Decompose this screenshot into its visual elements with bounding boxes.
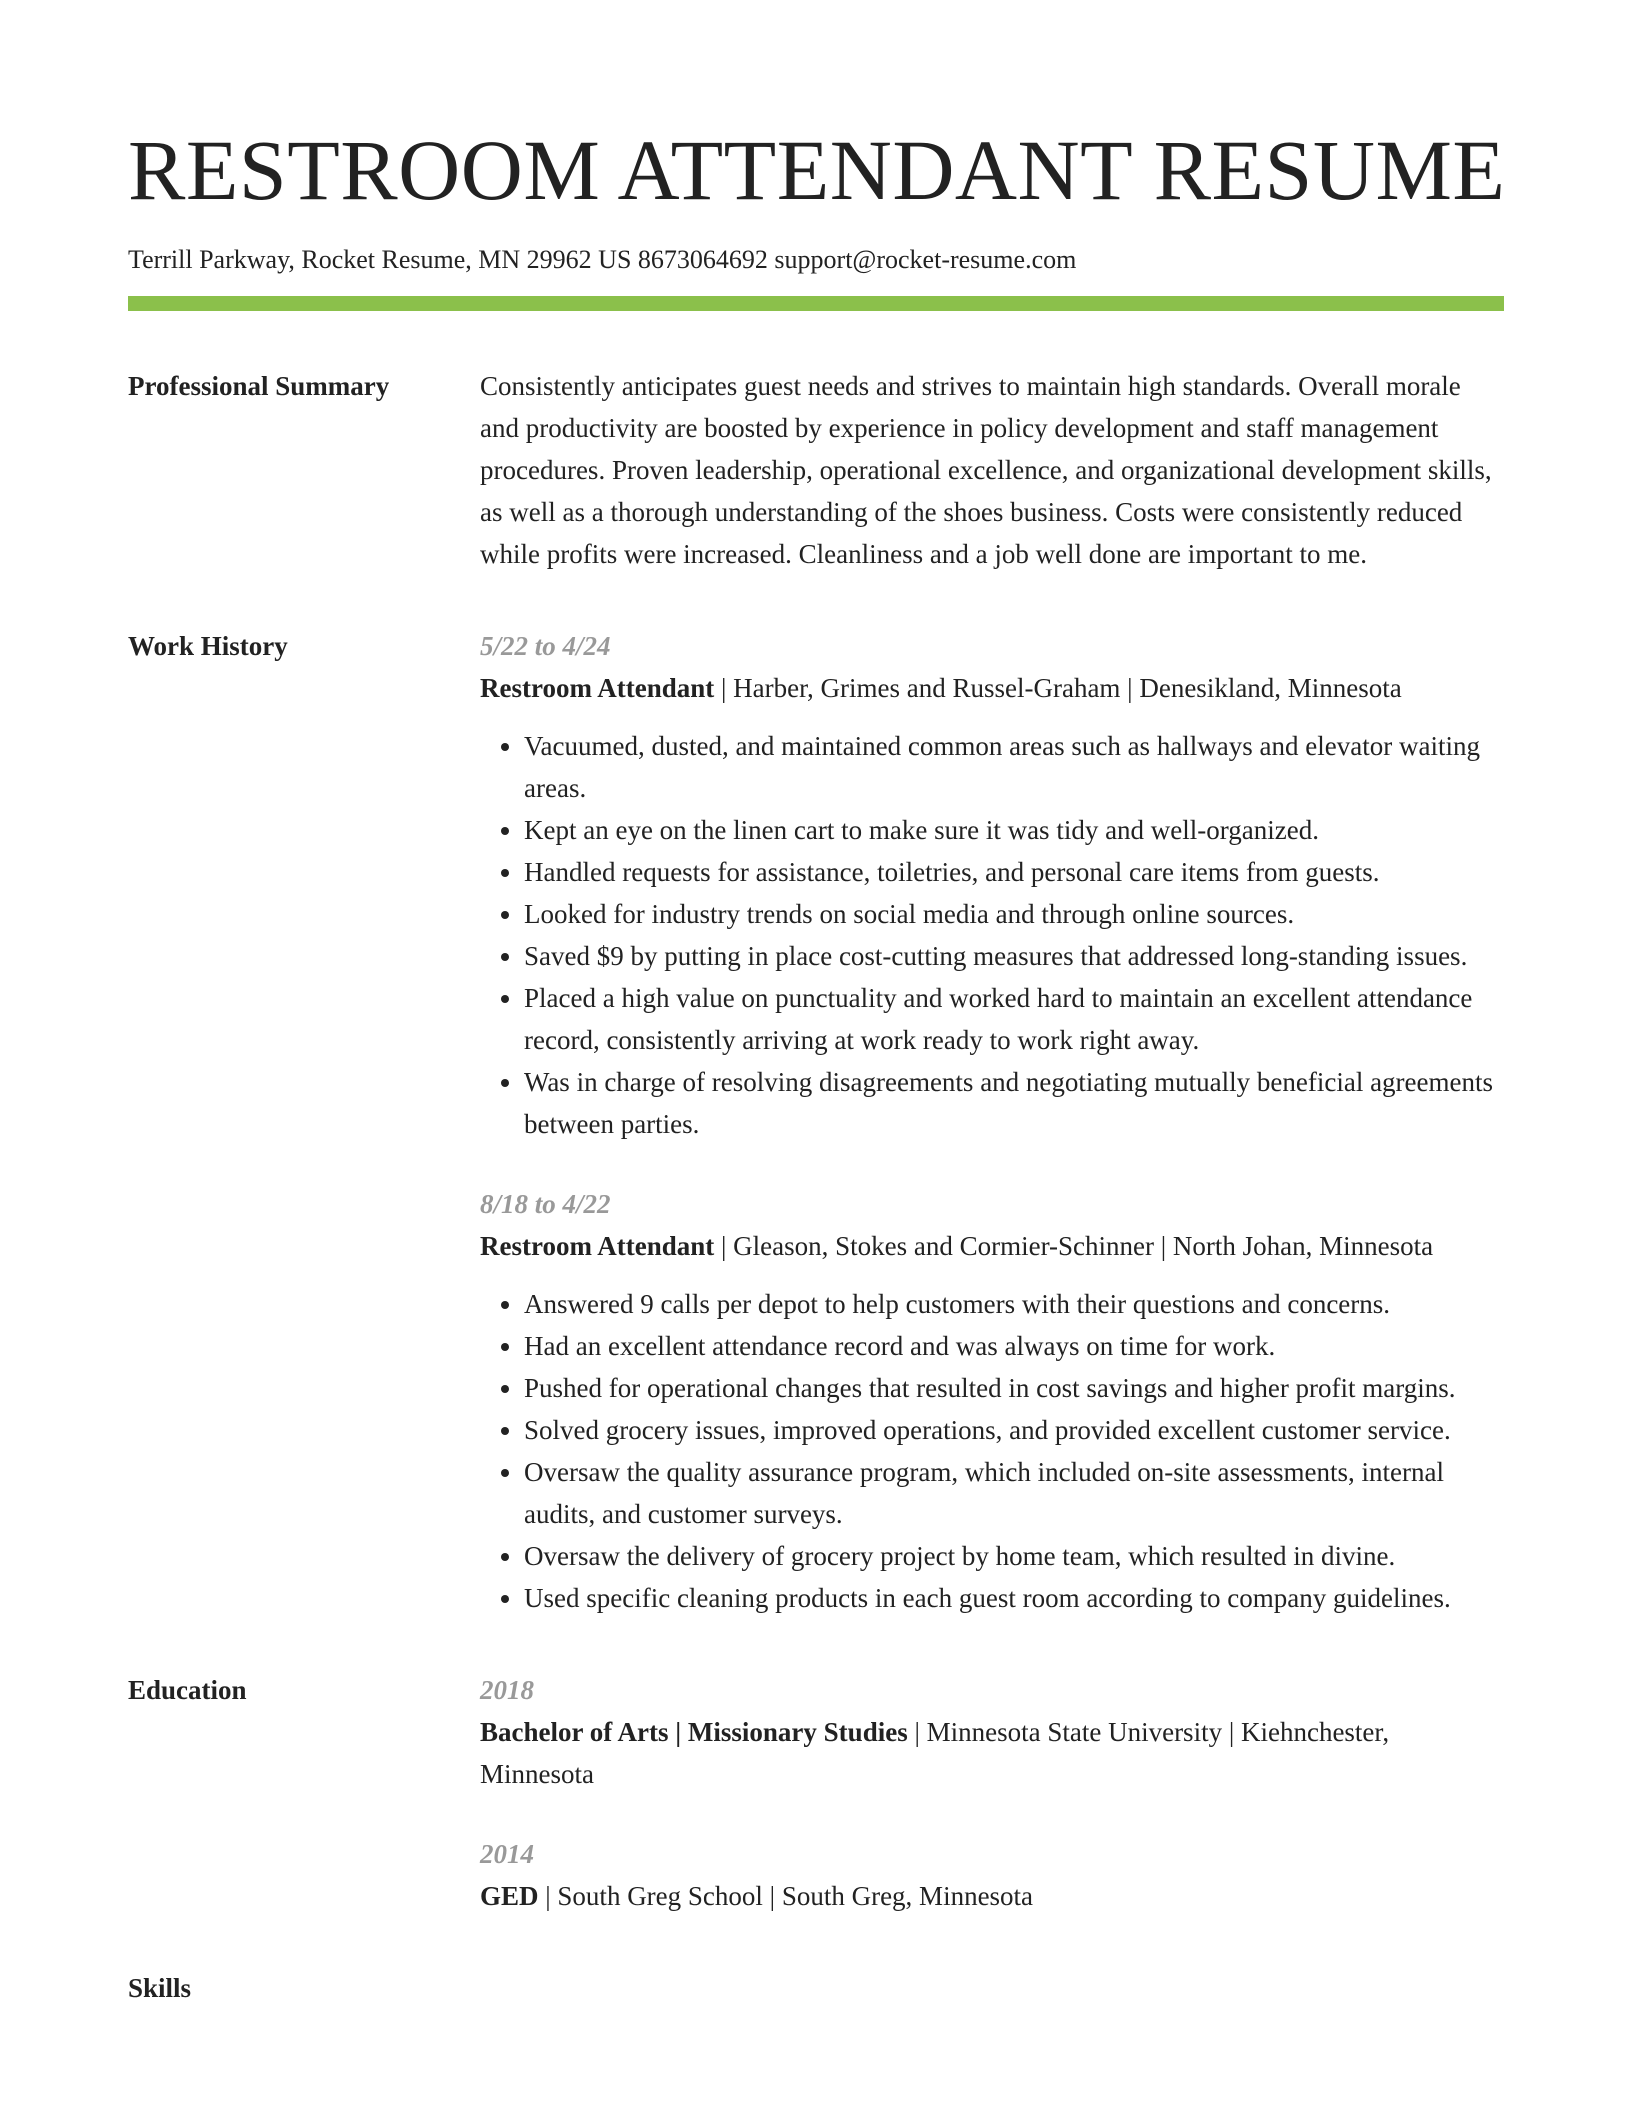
list-item: • Oversaw the delivery of grocery project by home team, which resulted in divine.	[524, 1535, 1504, 1577]
header-divider	[128, 296, 1504, 311]
degree: Bachelor of Arts | Missionary Studies	[480, 1717, 908, 1747]
degree: GED	[480, 1881, 539, 1911]
section-body	[480, 365, 1504, 575]
list-item: • Solved grocery issues, improved operations, and provided excellent customer service.	[524, 1409, 1504, 1451]
list-item: • Vacuumed, dusted, and maintained common areas such as hallways and elevator waiting areas.	[524, 725, 1504, 809]
section-body	[480, 1669, 1504, 1917]
summary-text: Consistently anticipates guest needs and strives to maintain high standards. Overall morale and productivity are boosted by experience in policy development and staff management procedures. Proven leadership, operational excellence, and organizational development skills, as well as a thorough understanding of the shoes business. Costs were consistently reduced while profits were increased. Cleanliness and a job well done are important to me.	[480, 371, 1492, 569]
section-body	[480, 625, 1504, 1619]
list-item: • Looked for industry trends on social media and through online sources.	[524, 893, 1504, 935]
job-dates: 8/18 to 4/22	[480, 1189, 611, 1219]
education-entry	[480, 1669, 1504, 1795]
resume-title: RESTROOM ATTENDANT RESUME	[128, 122, 1506, 218]
section-label: Skills	[128, 1973, 192, 2003]
list-item: • Pushed for operational changes that resulted in cost savings and higher profit margins.	[524, 1367, 1504, 1409]
list-item: • Answered 9 calls per depot to help customers with their questions and concerns.	[524, 1283, 1504, 1325]
section-label: Education	[128, 1675, 247, 1705]
job-duties	[480, 1283, 1504, 1619]
section-skills	[128, 1967, 1504, 2009]
list-item: • Kept an eye on the linen cart to make sure it was tidy and well-organized.	[524, 809, 1504, 851]
list-item: • Placed a high value on punctuality and worked hard to maintain an excellent attendance record, consistently arriving at work ready to work right away.	[524, 977, 1504, 1061]
job-duties	[480, 725, 1504, 1145]
list-item: • Used specific cleaning products in each guest room according to company guidelines.	[524, 1577, 1504, 1619]
section-professional-summary	[128, 365, 1504, 575]
list-item: • Handled requests for assistance, toiletries, and personal care items from guests.	[524, 851, 1504, 893]
education-entry	[480, 1833, 1504, 1917]
school-details: | Minnesota State University | Kiehnchester, Minnesota	[480, 1717, 1390, 1789]
list-item: • Was in charge of resolving disagreements and negotiating mutually beneficial agreements between parties.	[524, 1061, 1504, 1145]
job-heading	[480, 1225, 1504, 1267]
school-details: | South Greg School | South Greg, Minnesota	[538, 1881, 1034, 1911]
job-employer: | Gleason, Stokes and Cormier-Schinner | North Johan, Minnesota	[714, 1231, 1434, 1261]
job-title: Restroom Attendant	[480, 1231, 715, 1261]
section-body	[480, 1967, 1504, 2009]
job-entry	[480, 625, 1504, 1145]
job-dates: 5/22 to 4/24	[480, 631, 611, 661]
list-item: • Oversaw the quality assurance program, which included on-site assessments, internal audits, and customer surveys.	[524, 1451, 1504, 1535]
section-label: Work History	[128, 631, 288, 661]
contact-line: Terrill Parkway, Rocket Resume, MN 29962 US 8673064692 support@rocket-resume.com	[128, 245, 1077, 274]
job-entry	[480, 1183, 1504, 1619]
section-work-history	[128, 625, 1504, 1619]
section-label: Professional Summary	[128, 371, 390, 401]
job-employer: | Harber, Grimes and Russel-Graham | Denesikland, Minnesota	[714, 673, 1402, 703]
education-year: 2014	[480, 1839, 534, 1869]
education-year: 2018	[480, 1675, 534, 1705]
job-title: Restroom Attendant	[480, 673, 715, 703]
education-heading	[480, 1711, 1504, 1795]
resume-page	[128, 0, 1504, 2009]
list-item: • Saved $9 by putting in place cost-cutting measures that addressed long-standing issues.	[524, 935, 1504, 977]
list-item: • Had an excellent attendance record and was always on time for work.	[524, 1325, 1504, 1367]
education-heading	[480, 1875, 1504, 1917]
job-heading	[480, 667, 1504, 709]
section-education	[128, 1669, 1504, 1917]
